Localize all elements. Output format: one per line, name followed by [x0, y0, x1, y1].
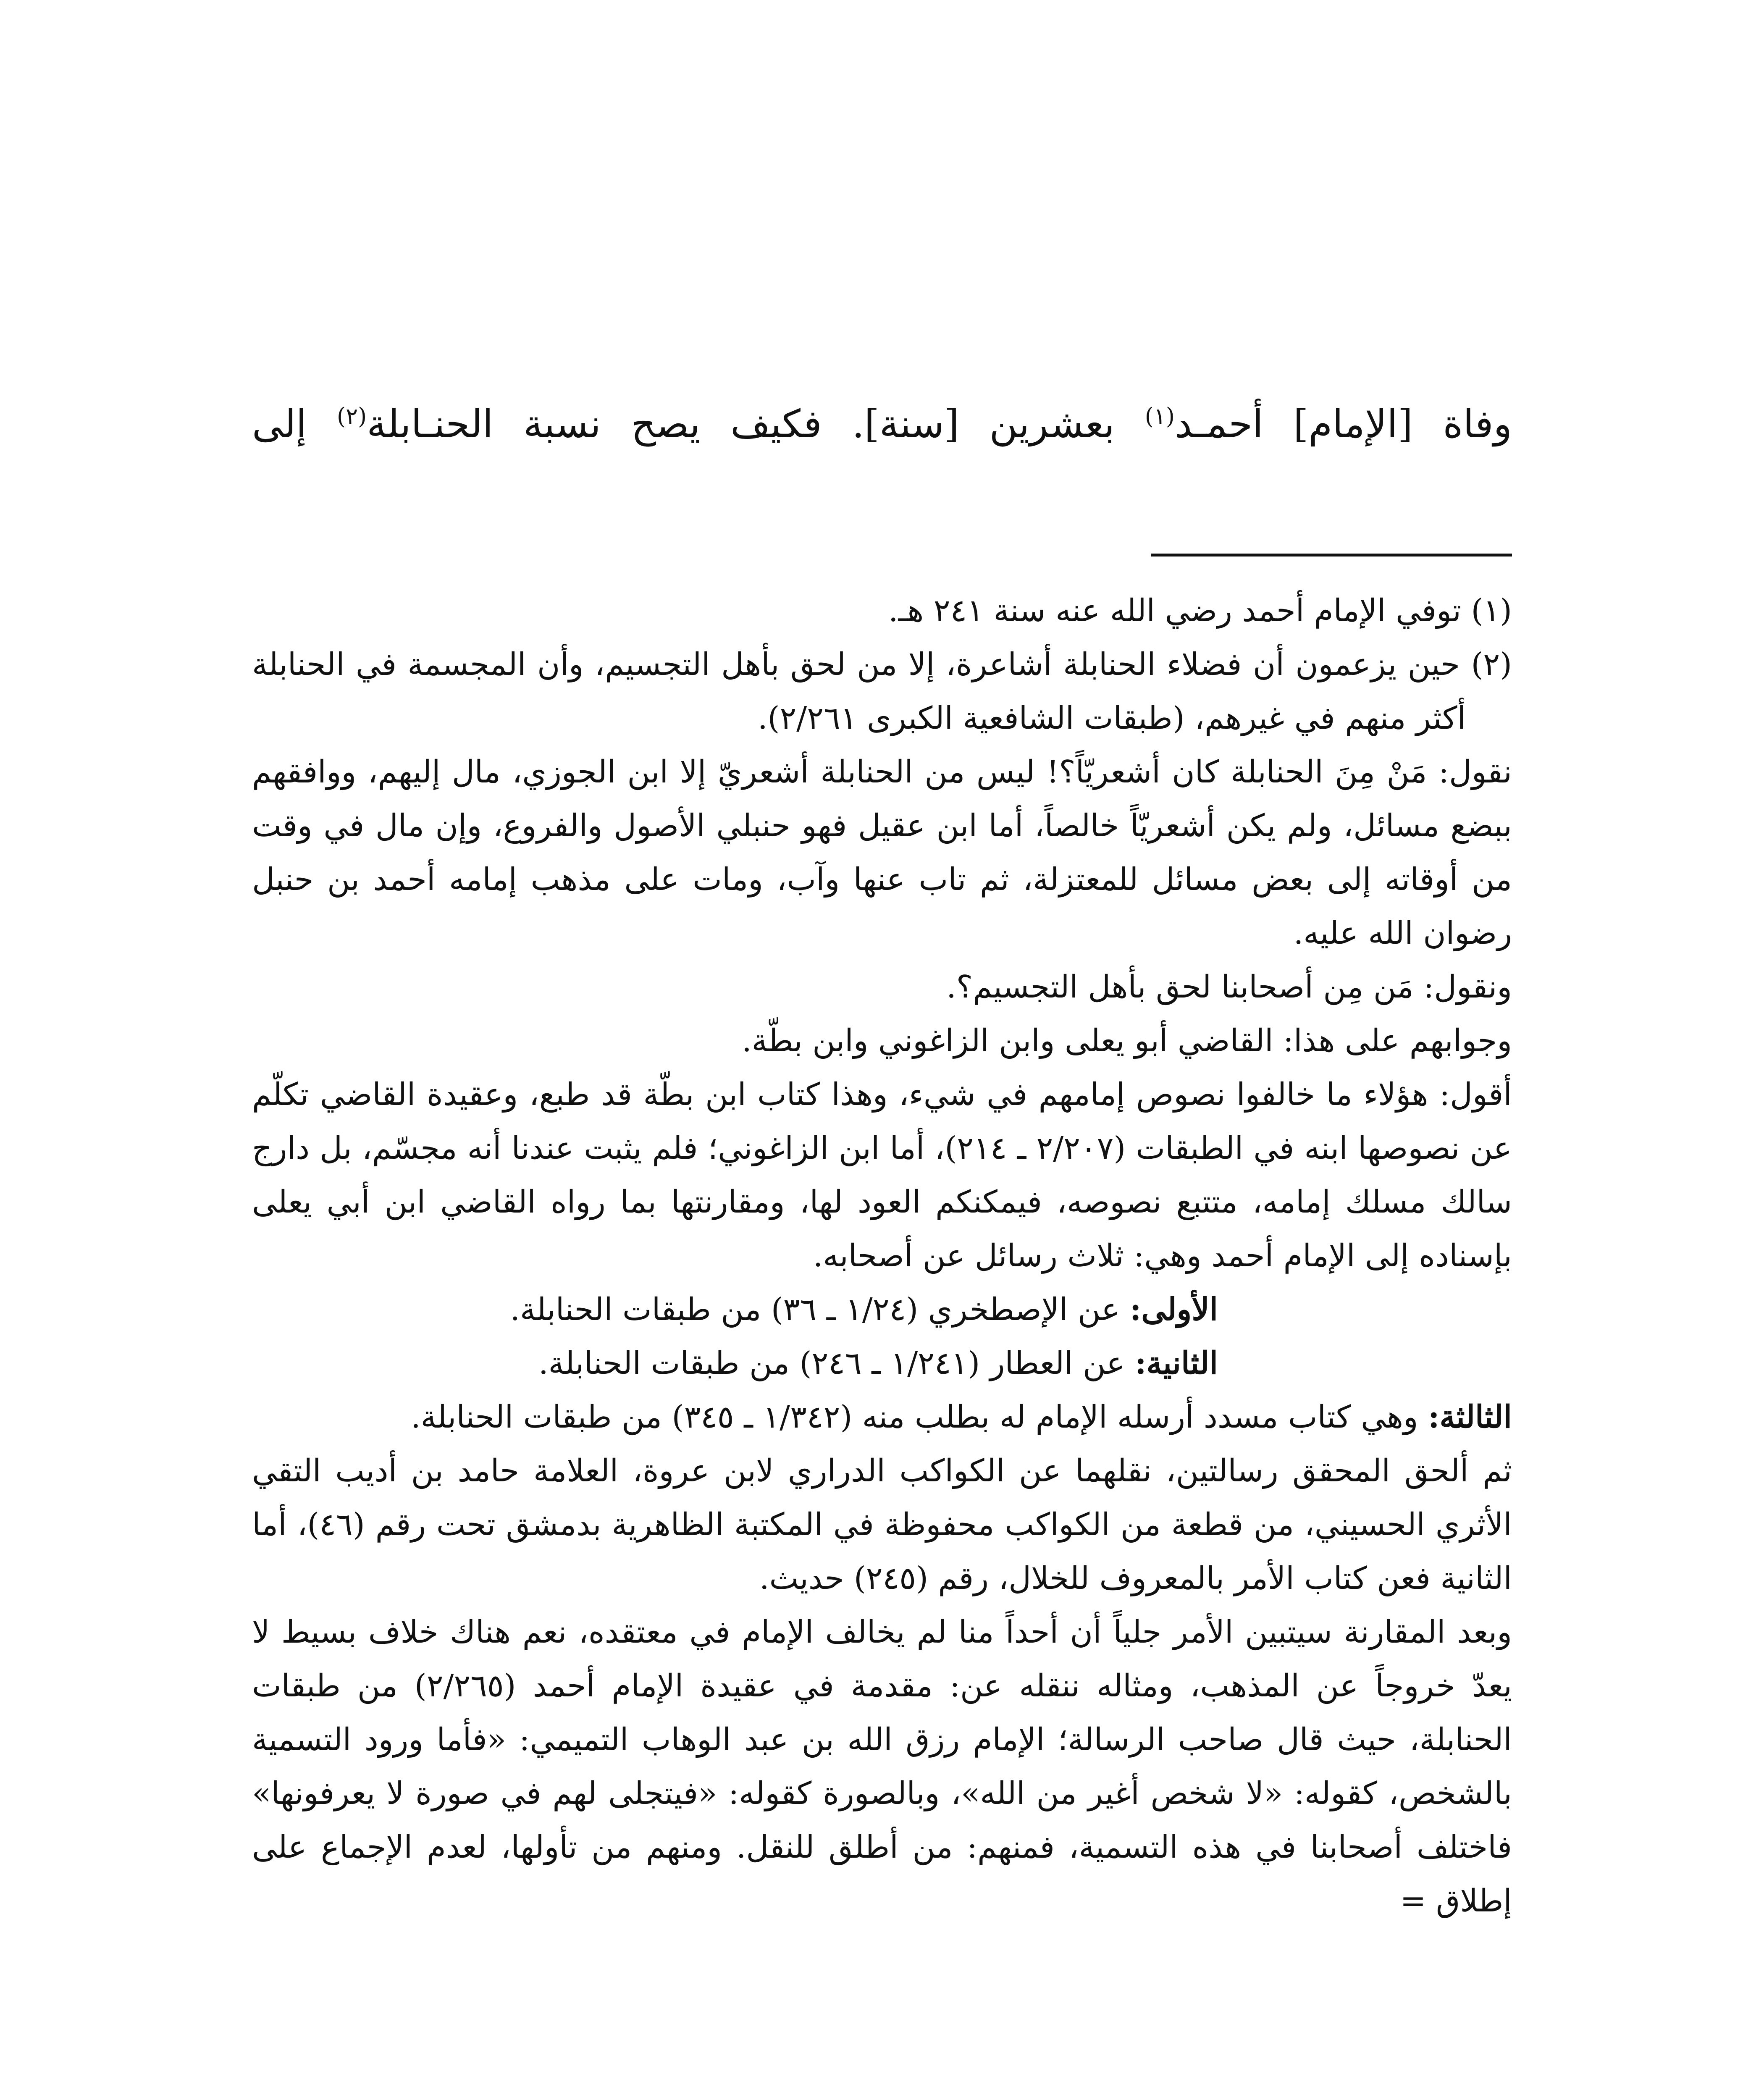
footnote-1-text: توفي الإمام أحمد رضي الله عنه سنة ٢٤١ هـ.: [888, 593, 1461, 629]
item-second-label: الثانية:: [1135, 1345, 1218, 1381]
footnote-1-number: (١): [1461, 593, 1512, 629]
main-text-part-3: إلى: [252, 402, 337, 446]
footnotes-section: [252, 584, 1512, 1928]
item-first-text: عن الإصطخري (١/٢٤ ـ ٣٦) من طبقات الحنابلة.: [510, 1292, 1130, 1328]
main-text-part-2: بعشرين [سنة]. فكيف يصح نسبة الحنـابلة: [367, 402, 1145, 446]
item-first-label: الأولى:: [1129, 1292, 1218, 1328]
footnote-paragraph-4: أقول: هؤلاء ما خالفوا نصوص إمامهم في شيء، وهذا كتاب ابن بطّة قد طبع، وعقيدة القاضي تكلّم عن نصوصها ابنه في الطبقات (٢/٢٠٧ ـ ٢١٤)، أما ابن الزاغوني؛ فلم يثبت عندنا أنه مجسّم، بل دارج سالك مسلك إمامه، متتبع نصوصه، فيمكنكم العود لها، ومقارنتها بما رواه القاضي ابن أبي يعلى بإسناده إلى الإمام أحمد وهي: ثلاث رسائل عن أصحابه.: [252, 1076, 1512, 1274]
footnote-ref-2: (٢): [337, 403, 367, 430]
footnote-2-number: (٢): [1460, 646, 1512, 682]
item-third-text: وهي كتاب مسدد أرسله الإمام له بطلب منه (١/٣٤٢ ـ ٣٤٥) من طبقات الحنابلة.: [411, 1399, 1428, 1435]
main-text-part-1: وفاة [الإمام] أحمـد: [1174, 402, 1512, 446]
footnote-separator: [1151, 554, 1512, 556]
footnote-paragraph-6: وبعد المقارنة سيتبين الأمر جلياً أن أحداً منا لم يخالف الإمام في معتقده، نعم هناك خلاف بسيط لا يعدّ خروجاً عن المذهب، ومثاله ننقله عن: مقدمة في عقيدة الإمام أحمد (٢/٢٦٥) من طبقات الحنابلة، حيث قال صاحب الرسالة؛ الإمام رزق الله بن عبد الوهاب التميمي: «فأما ورود التسمية بالشخص، كقوله: «لا شخص أغير من الله»، وبالصورة كقوله: «فيتجلى لهم في صورة لا يعرفونها» فاختلف أصحابنا في هذه التسمية، فمنهم: من أطلق للنقل. ومنهم من تأولها، لعدم الإجماع على إطلاق =: [252, 1614, 1512, 1919]
footnote-ref-1: (١): [1144, 403, 1175, 430]
footnote-paragraph-2: ونقول: مَن مِن أصحابنا لحق بأهل التجسيم؟.: [946, 969, 1512, 1005]
footnote-paragraph-5: ثم ألحق المحقق رسالتين، نقلهما عن الكواكب الدراري لابن عروة، العلامة حامد بن أديب التقي الأثري الحسيني، من قطعة من الكواكب محفوظة في المكتبة الظاهرية بدمشق تحت رقم (٤٦)، أما الثانية فعن كتاب الأمر بالمعروف للخلال، رقم (٢٤٥) حديث.: [252, 1453, 1512, 1596]
footnote-paragraph-1: نقول: مَنْ مِنَ الحنابلة كان أشعريّاً؟! ليس من الحنابلة أشعريّ إلا ابن الجوزي، مال إليهم، ووافقهم ببضع مسائل، ولم يكن أشعريّاً خالصاً، أما ابن عقيل فهو حنبلي الأصول والفروع، وإن مال في وقت من أوقاته إلى بعض مسائل للمعتزلة، ثم تاب عنها وآب، ومات على مذهب إمامه أحمد بن حنبل رضوان الله عليه.: [252, 754, 1512, 951]
item-third-label: الثالثة:: [1428, 1399, 1512, 1435]
footnote-2: [252, 638, 1512, 745]
footnote-item-second: [252, 1336, 1512, 1390]
footnote-item-third: [252, 1390, 1512, 1444]
footnote-paragraph-3: وجوابهم على هذا: القاضي أبو يعلى وابن الزاغوني وابن بطّة.: [742, 1023, 1512, 1059]
footnote-item-first: [252, 1283, 1512, 1336]
footnote-1: [252, 584, 1512, 638]
main-text-line: [252, 391, 1512, 458]
item-second-text: عن العطار (١/٢٤١ ـ ٢٤٦) من طبقات الحنابلة.: [538, 1345, 1135, 1381]
footnote-2-text: حين يزعمون أن فضلاء الحنابلة أشاعرة، إلا من لحق بأهل التجسيم، وأن المجسمة في الحنابلة أكثر منهم في غيرهم، (طبقات الشافعية الكبرى ٢/٢٦١).: [252, 646, 1466, 736]
